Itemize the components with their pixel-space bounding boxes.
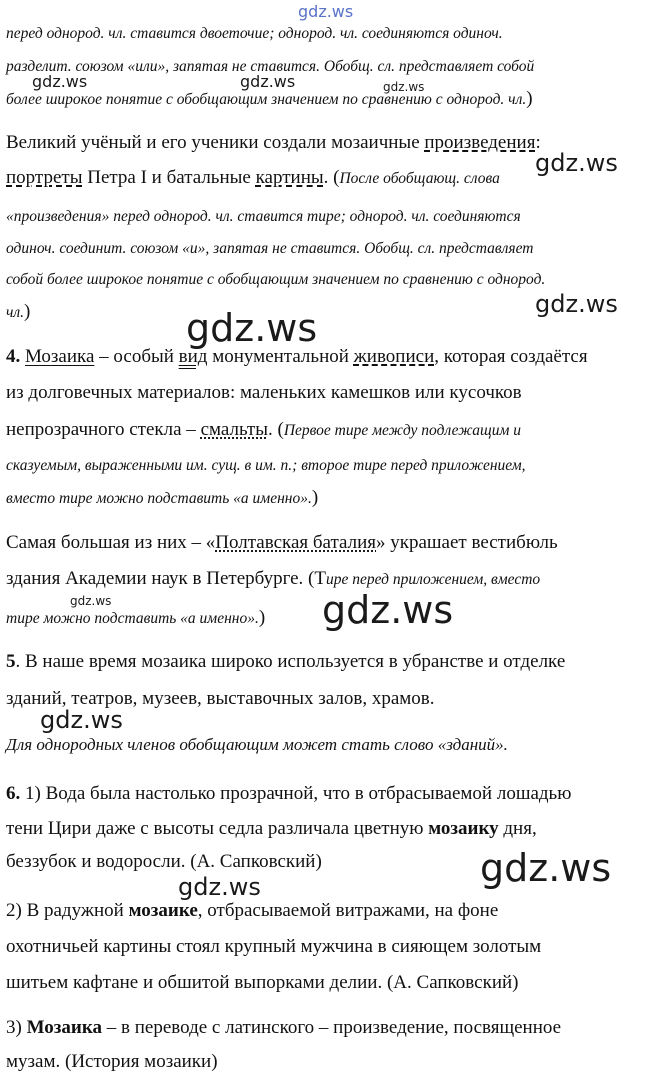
note-line: одиноч. соединит. союзом «и», запятая не ставится. Обобщ. сл. представляет <box>6 240 534 257</box>
item-number: 5 <box>6 651 16 672</box>
watermark: gdz.ws <box>535 290 618 318</box>
note-line: чл.) <box>6 301 31 322</box>
watermark: gdz.ws <box>70 594 112 608</box>
note-line: вместо тире можно подставить «а именно».) <box>6 487 319 508</box>
item-number: 6. <box>6 783 21 804</box>
sentence-6: зданий, театров, музеев, выставочных залов, храмов. <box>6 688 435 709</box>
sentence-5: Самая большая из них – «Полтавская баталия» украшает вестибюль <box>6 532 558 553</box>
example-1: тени Цири даже с высоты седла различала цветную мозаику дня, <box>6 818 537 839</box>
note-line: Для однородных членов обобщающим может стать слово «зданий». <box>6 735 508 754</box>
note-line: собой более широкое понятие с обобщающим значением по сравнению с однород. <box>6 271 546 288</box>
note-line: разделит. союзом «или», запятая не ставится. Обобщ. сл. представляет собой <box>6 58 535 75</box>
watermark: gdz.ws <box>535 149 618 177</box>
watermark: gdz.ws <box>480 846 612 890</box>
example-1: 6. 1) Вода была настолько прозрачной, что в отбрасываемой лошадью <box>6 783 572 804</box>
watermark: gdz.ws <box>40 706 123 734</box>
sentence-2: портреты Петра I и батальные картины. (После обобщающ. слова <box>6 167 500 188</box>
example-2: охотничьей картины стоял крупный мужчина в сияющем золотым <box>6 936 542 957</box>
watermark: gdz.ws <box>178 873 261 901</box>
apposition: смальты <box>200 419 268 440</box>
sentence-2: Великий учёный и его ученики создали мозаичные произведения: <box>6 132 541 153</box>
watermark-top: gdz.ws <box>298 2 354 21</box>
note-line: более широкое понятие с обобщающим значением по сравнению с однород. чл.) <box>6 88 533 109</box>
generalizing-word: произведения <box>424 132 536 153</box>
watermark: gdz.ws <box>32 72 88 91</box>
note-line: тире можно подставить «а именно».) <box>6 607 266 628</box>
example-1: беззубок и водоросли. (А. Сапковский) <box>6 851 322 872</box>
watermark: gdz.ws <box>240 72 296 91</box>
subject: Мозаика <box>25 346 95 367</box>
homogeneous-member: портреты <box>6 167 83 188</box>
sentence-6: 5. В наше время мозаика широко используется в убранстве и отделке <box>6 651 566 672</box>
note-line: перед однород. чл. ставится двоеточие; однород. чл. соединяются одиноч. <box>6 25 503 42</box>
note-line: сказуемым, выраженными им. сущ. в им. п.; второе тире перед приложением, <box>6 457 526 474</box>
watermark: gdz.ws <box>383 80 425 94</box>
sentence-4: 4. Мозаика – особый вид монументальной живописи, которая создаётся <box>6 346 588 367</box>
sentence-4: из долговечных материалов: маленьких камешков или кусочков <box>6 382 522 403</box>
note-line: «произведения» перед однород. чл. ставится тире; однород. чл. соединяются <box>6 208 521 225</box>
sentence-5: здания Академии наук в Петербурге. (Тире перед приложением, вместо <box>6 568 541 589</box>
homogeneous-member: картины <box>255 167 324 188</box>
watermark: gdz.ws <box>322 588 454 632</box>
example-2: шитьем кафтане и обшитой выпорками делии. (А. Сапковский) <box>6 972 519 993</box>
example-3: 3) Мозаика – в переводе с латинского – произведение, посвященное <box>6 1017 562 1038</box>
apposition: Полтавская баталия <box>215 532 377 553</box>
item-number: 4. <box>6 346 21 367</box>
example-3: музам. (История мозаики) <box>6 1051 218 1072</box>
predicate: вид <box>178 346 208 367</box>
watermark: gdz.ws <box>186 306 318 350</box>
sentence-4: непрозрачного стекла – смальты. (Первое тире между подлежащим и <box>6 419 522 440</box>
object: живописи <box>353 346 435 367</box>
example-2: 2) В радужной мозаике, отбрасываемой витражами, на фоне <box>6 900 499 921</box>
